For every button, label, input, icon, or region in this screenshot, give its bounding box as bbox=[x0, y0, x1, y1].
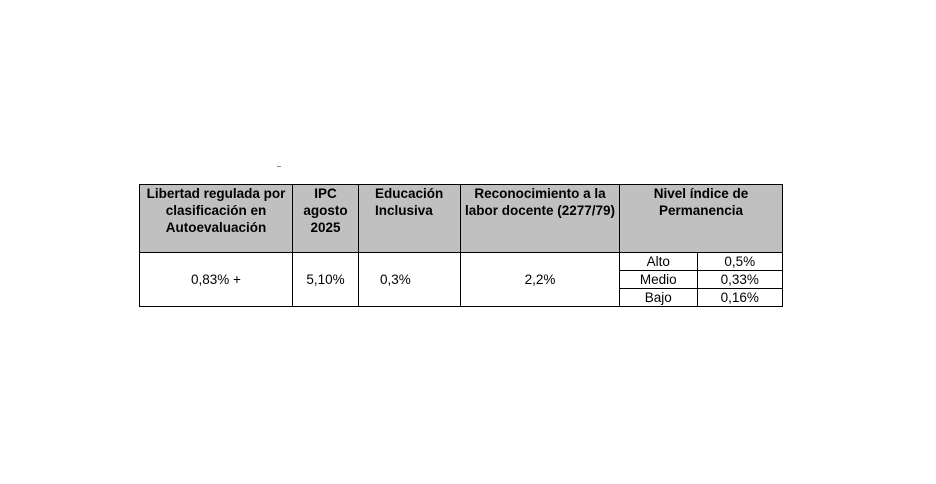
permanencia-subtable bbox=[620, 253, 782, 306]
level-value: 0,5% bbox=[697, 253, 782, 271]
level-value: 0,33% bbox=[697, 271, 782, 289]
value-reconocimiento: 2,2% bbox=[461, 253, 620, 307]
value-educacion-inclusiva: 0,3% bbox=[359, 253, 461, 307]
level-value: 0,16% bbox=[720, 290, 759, 305]
permanencia-row-bajo bbox=[620, 289, 782, 307]
level-label: Bajo bbox=[620, 289, 697, 307]
header-ipc: IPC agosto 2025 bbox=[293, 185, 359, 253]
permanencia-levels bbox=[620, 253, 783, 307]
header-row bbox=[140, 185, 783, 253]
permanencia-row-medio bbox=[620, 271, 782, 289]
header-libertad-regulada: Libertad regulada por clasificación en Autoevaluación bbox=[140, 185, 293, 253]
header-nivel-permanencia: Nivel índice de Permanencia bbox=[620, 185, 783, 253]
permanencia-row-alto bbox=[620, 253, 782, 271]
header-reconocimiento: Reconocimiento a la labor docente (2277/79) bbox=[461, 185, 620, 253]
header-educacion-inclusiva: Educación Inclusiva bbox=[359, 185, 461, 253]
value-libertad-regulada: 0,83% + bbox=[140, 253, 293, 307]
level-label: Medio bbox=[620, 271, 697, 289]
salary-increase-table bbox=[139, 184, 783, 307]
value-ipc: 5,10% bbox=[293, 253, 359, 307]
level-label: Alto bbox=[620, 253, 697, 271]
stray-dash bbox=[277, 166, 281, 167]
values-row bbox=[140, 253, 783, 307]
